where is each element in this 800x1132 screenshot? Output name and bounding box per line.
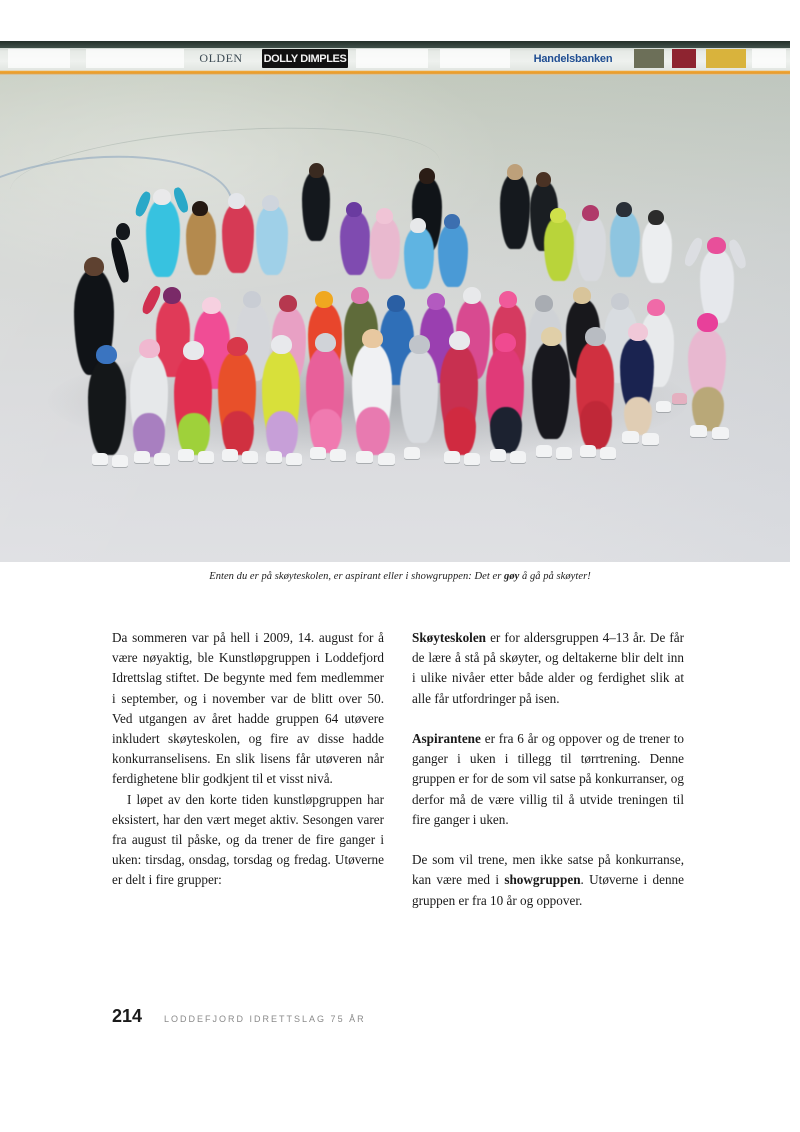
skater-head	[84, 257, 104, 276]
skater	[400, 349, 438, 443]
article-column-right	[412, 628, 684, 911]
term-showgruppen: showgruppen	[504, 872, 581, 888]
skater	[370, 217, 400, 279]
skater	[610, 211, 640, 277]
skater-head	[202, 297, 221, 314]
skater-legs	[580, 401, 612, 449]
paragraph-right-1-text: er for aldersgruppen 4–13 år. De får de lære å stå på skøyter, og deltakerne blir delt inn i ulike nivåer etter både alder og ferdighet slik at alle får utfordringer på isen.	[412, 630, 684, 706]
skater-head	[449, 331, 470, 350]
paragraph-right-2	[412, 729, 684, 830]
skater	[500, 173, 530, 249]
skater	[222, 203, 254, 273]
ice-skate	[404, 447, 420, 459]
ice-skate	[690, 425, 707, 437]
skater	[404, 227, 434, 289]
rink-photo	[0, 41, 790, 562]
skater-head	[387, 295, 405, 312]
ice-skate	[242, 451, 258, 463]
ice-skate	[330, 449, 346, 461]
ice-skate	[556, 447, 572, 459]
skater-head	[227, 337, 248, 356]
skater	[700, 249, 734, 323]
skater-legs	[444, 407, 476, 455]
skater-arm	[109, 236, 132, 284]
skater	[186, 209, 216, 275]
skater-head	[573, 287, 591, 304]
skater-head	[139, 339, 160, 358]
skater-head	[243, 291, 261, 308]
skater-head	[183, 341, 204, 360]
skater-head	[648, 210, 664, 225]
ice-skate	[642, 433, 659, 445]
skater-head	[96, 345, 117, 364]
skater	[302, 171, 330, 241]
skater-head	[611, 293, 629, 310]
skater-legs	[490, 407, 522, 453]
ice-skate	[622, 431, 639, 443]
ice-skate	[356, 451, 373, 463]
skater-head	[499, 291, 517, 308]
ice-skate	[378, 453, 395, 465]
ice-skate	[580, 445, 596, 457]
skater-head	[507, 164, 523, 180]
skater-legs	[624, 397, 652, 435]
ad-board-handelsbanken: Handelsbanken	[533, 52, 613, 65]
paragraph-right-3-text-2: . Utøverne i denne gruppen er fra 10 år og oppover.	[412, 872, 685, 908]
skater-head	[582, 205, 599, 221]
ice-skate	[310, 447, 326, 459]
ice-skate	[92, 453, 108, 465]
skater-head	[262, 195, 279, 211]
skater	[256, 205, 288, 275]
paragraph-left-1: Da sommeren var på hell i 2009, 14. august for å være nøyaktig, ble Kunstløpgruppen i Loddefjord Idrettslag stiftet. De begynte med fem medlemmer i september, og i november var de blitt over 50. Ved utgangen av året hadde gruppen 64 utøvere inkludert skøyteskolen, og fire av disse hadde konkurranselisens. En slik lisens får utøveren når ferdighetene blir godkjent til et visst nivå.	[112, 630, 384, 787]
skater-head	[427, 293, 445, 310]
skater-head	[315, 333, 336, 352]
skater-head	[444, 214, 460, 229]
page-footer	[112, 1006, 366, 1027]
skater-head	[279, 295, 297, 312]
skater-head	[628, 323, 648, 341]
caption-part-2: å gå på skøyter!	[519, 571, 591, 582]
skater-head	[192, 201, 208, 216]
ice-skate	[600, 447, 616, 459]
ice-skate	[198, 451, 214, 463]
ice-skate	[154, 453, 170, 465]
skater-head	[271, 335, 292, 354]
skater-head	[228, 193, 245, 209]
paragraph-right-3	[412, 850, 684, 911]
paragraph-right-3-text-1: De som vil trene, men ikke satse på konkurranse, kan være med i	[412, 852, 684, 888]
photo-caption	[0, 571, 800, 582]
skater-head	[647, 299, 665, 316]
ice-skate	[444, 451, 460, 463]
skater-head	[541, 327, 562, 346]
ice-skate	[510, 451, 526, 463]
ice-skate	[712, 427, 729, 439]
term-aspirantene: Aspirantene	[412, 731, 481, 746]
caption-part-1: Enten du er på skøyteskolen, er aspirant eller i showgruppen: Det er	[209, 571, 505, 582]
paragraph-right-1	[412, 628, 684, 709]
skater-head	[616, 202, 632, 217]
skater-head	[495, 333, 516, 352]
ice-skate	[286, 453, 302, 465]
running-head: LODDEFJORD IDRETTSLAG 75 ÅR	[164, 1014, 366, 1024]
paragraph-right-2-text: er fra 6 år og oppover og de trener to ganger i uken i tillegg til tørrtrening. Denne gruppen er for de som vil satse på konkurranser, og derfor må de være villig til å utvide treningen til fire ganger i uken.	[412, 731, 684, 827]
ice-skate	[134, 451, 150, 463]
page-number: 214	[112, 1006, 143, 1026]
skater-head	[362, 329, 383, 348]
skater	[340, 211, 370, 275]
skater-head	[410, 218, 426, 233]
ice-skate	[672, 393, 687, 404]
skater-head	[463, 287, 481, 304]
ice-skate	[536, 445, 552, 457]
skater-head	[346, 202, 362, 217]
skater	[642, 219, 672, 283]
skater	[544, 217, 574, 281]
skater-legs	[356, 407, 390, 455]
ad-board-olden: OLDEN	[199, 51, 243, 65]
skater-head	[536, 172, 551, 187]
skater	[438, 223, 468, 287]
ice-skate	[178, 449, 194, 461]
skater-head	[585, 327, 606, 346]
caption-emphasis: gøy	[504, 571, 520, 582]
skater-head	[419, 168, 435, 184]
glove	[116, 223, 130, 240]
skater-head	[153, 189, 171, 205]
term-skoyteskolen: Skøyteskolen	[412, 630, 487, 645]
skater-head	[707, 237, 726, 254]
skater-head	[309, 163, 324, 178]
ice-skate	[656, 401, 671, 412]
skater-head	[697, 313, 718, 332]
article-column-left	[112, 628, 384, 891]
skaters-group	[0, 41, 790, 562]
skater-head	[409, 335, 430, 354]
ad-board-dolly-dimples: DOLLY DIMPLES	[262, 49, 348, 68]
ice-skate	[112, 455, 128, 467]
paragraph-left-2: I løpet av den korte tiden kunstløpgruppen har eksistert, har den vært meget aktiv. Sesongen varer fra august til påske, og da trener de fire ganger i uken: tirsdag, onsdag, torsdag og fredag. Utøverne er delt i fire grupper:	[112, 791, 384, 888]
skater-head	[163, 287, 181, 304]
skater	[146, 199, 180, 277]
skater	[88, 359, 126, 455]
ice-skate	[464, 453, 480, 465]
skater-head	[550, 208, 566, 223]
skater	[532, 341, 570, 439]
ice-skate	[490, 449, 506, 461]
ice-skate	[266, 451, 282, 463]
skater	[576, 215, 606, 281]
ice-skate	[222, 449, 238, 461]
skater-head	[376, 208, 393, 224]
skater-head	[535, 295, 553, 312]
skater-head	[351, 287, 369, 304]
skater-head	[315, 291, 333, 308]
